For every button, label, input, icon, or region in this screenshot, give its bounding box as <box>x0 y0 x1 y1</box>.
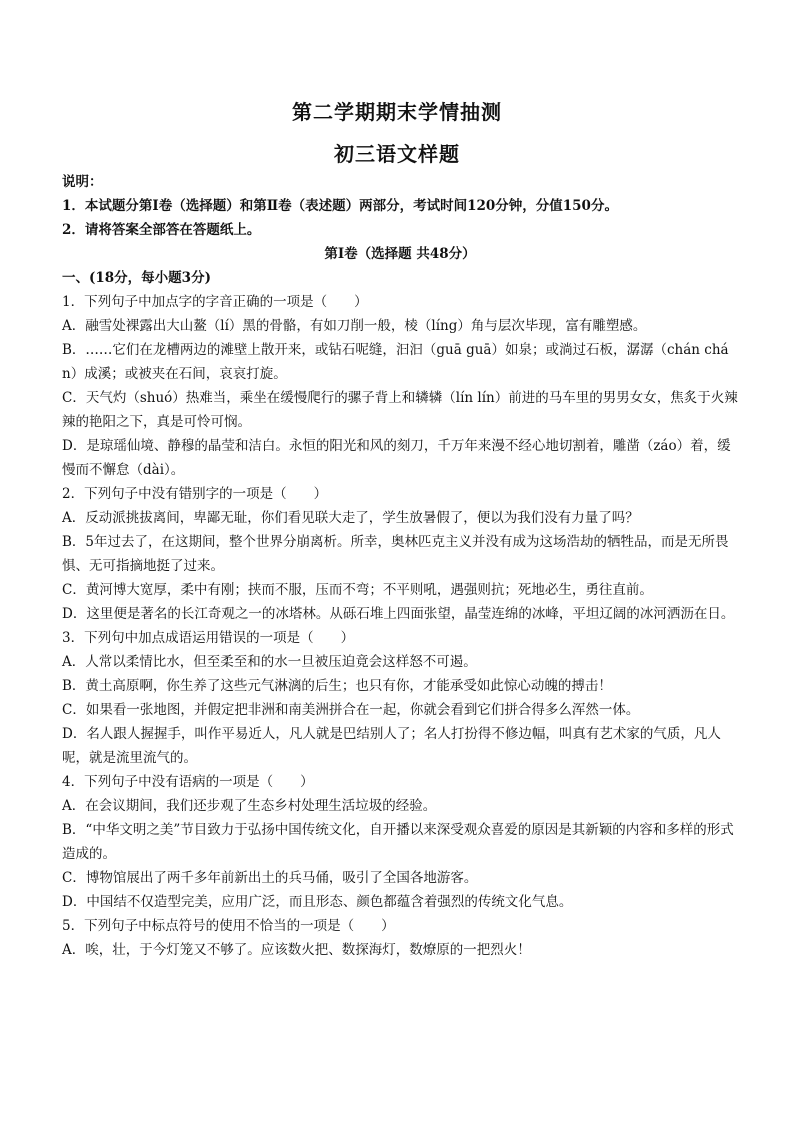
question-option: A．人常以柔情比水，但至柔至和的水一旦被压迫竟会这样怒不可遏。 <box>62 654 477 670</box>
question-option: D．名人跟人握握手，叫作平易近人，凡人就是巴结别人了；名人打扮得不修边幅，叫真有艺术家的气质，凡人呢，就是流里流气的。 <box>62 726 721 766</box>
question-option: B．“中华文明之美”节目致力于弘扬中国传统文化，自开播以来深受观众喜爱的原因是其新颖的内容和多样的形式造成的。 <box>62 822 734 862</box>
question-option: A．在会议期间，我们还步观了生态乡村处理生活垃圾的经验。 <box>62 798 437 814</box>
question-option: B．黄土高原啊，你生养了这些元气淋漓的后生；也只有你，才能承受如此惊心动魄的搏击！ <box>62 678 612 694</box>
instruction-item: 2．请将答案全部答在答题纸上。 <box>62 222 261 238</box>
part1-title: 第Ⅰ卷（选择题 共48分） <box>324 246 476 262</box>
question-option: B．5年过去了，在这期间，整个世界分崩离析。所幸，奥林匹克主义并没有成为这场浩劫的牺牲品，而是无所畏惧、无可指摘地挺了过来。 <box>62 534 729 574</box>
question-stem: 1．下列句子中加点字的字音正确的一项是（ ） <box>62 294 368 310</box>
question-option: C．博物馆展出了两千多年前新出土的兵马俑，吸引了全国各地游客。 <box>62 870 478 886</box>
question-stem: 5．下列句子中标点符号的使用不恰当的一项是（ ） <box>62 918 395 934</box>
question-stem: 3．下列句中加点成语运用错误的一项是（ ） <box>62 630 355 646</box>
question-option: D．是琼瑶仙境、静穆的晶莹和洁白。永恒的阳光和风的刻刀，千万年来漫不经心地切割着，雕凿（záo）着，缓慢而不懈怠（dài）。 <box>62 438 731 478</box>
question-option: C．天气灼（shuó）热难当，乘坐在缓慢爬行的骡子背上和辚辚（lín lín）前进的马车里的男男女女，焦炙于火辣辣的艳阳之下，真是可怜可悯。 <box>62 390 738 430</box>
instructions-heading: 说明： <box>62 174 103 190</box>
question-option: B．……它们在龙槽两边的滩壁上散开来，或钻石呢缝，汩汩（guā guā）如泉；或淌过石板，潺潺（chán chán）成溪；或被夹在石间，哀哀打旋。 <box>62 342 729 382</box>
question-option: C．如果看一张地图，并假定把非洲和南美洲拼合在一起，你就会看到它们拼合得多么浑然一体。 <box>62 702 640 718</box>
question-option: A．融雪处裸露出大山鳌（lí）黑的骨骼，有如刀削一般，棱（líng）角与层次毕现，富有雕塑感。 <box>62 318 647 334</box>
exam-subtitle: 初三语文样题 <box>334 142 460 166</box>
question-option: D．这里便是著名的长江奇观之一的冰塔林。从砾石堆上四面张望，晶莹连绵的冰峰，平坦辽阔的冰河洒沥在日。 <box>62 606 735 622</box>
exam-title: 第二学期期末学情抽测 <box>292 100 502 124</box>
section-heading: 一、(18分，每小题3分) <box>62 270 211 286</box>
question-option: A．唉，壮，于今灯笼又不够了。应该数火把、数探海灯，数燎原的一把烈火！ <box>62 942 531 958</box>
question-stem: 2．下列句子中没有错别字的一项是（ ） <box>62 486 328 502</box>
instruction-item: 1．本试题分第Ⅰ卷（选择题）和第Ⅱ卷（表述题）两部分，考试时间120分钟，分值150分。 <box>62 198 618 214</box>
question-option: C．黄河博大宽厚，柔中有刚；挟而不服，压而不弯；不平则吼，遇强则抗；死地必生，勇往直前。 <box>62 582 653 598</box>
question-option: A．反动派挑拔离间，卑鄙无耻，你们看见联大走了，学生放暑假了，便以为我们没有力量了吗？ <box>62 510 639 526</box>
exam-content <box>62 170 738 962</box>
question-option: D．中国结不仅造型完美，应用广泛，而且形态、颜色都蕴含着强烈的传统文化气息。 <box>62 894 573 910</box>
question-stem: 4．下列句子中没有语病的一项是（ ） <box>62 774 314 790</box>
